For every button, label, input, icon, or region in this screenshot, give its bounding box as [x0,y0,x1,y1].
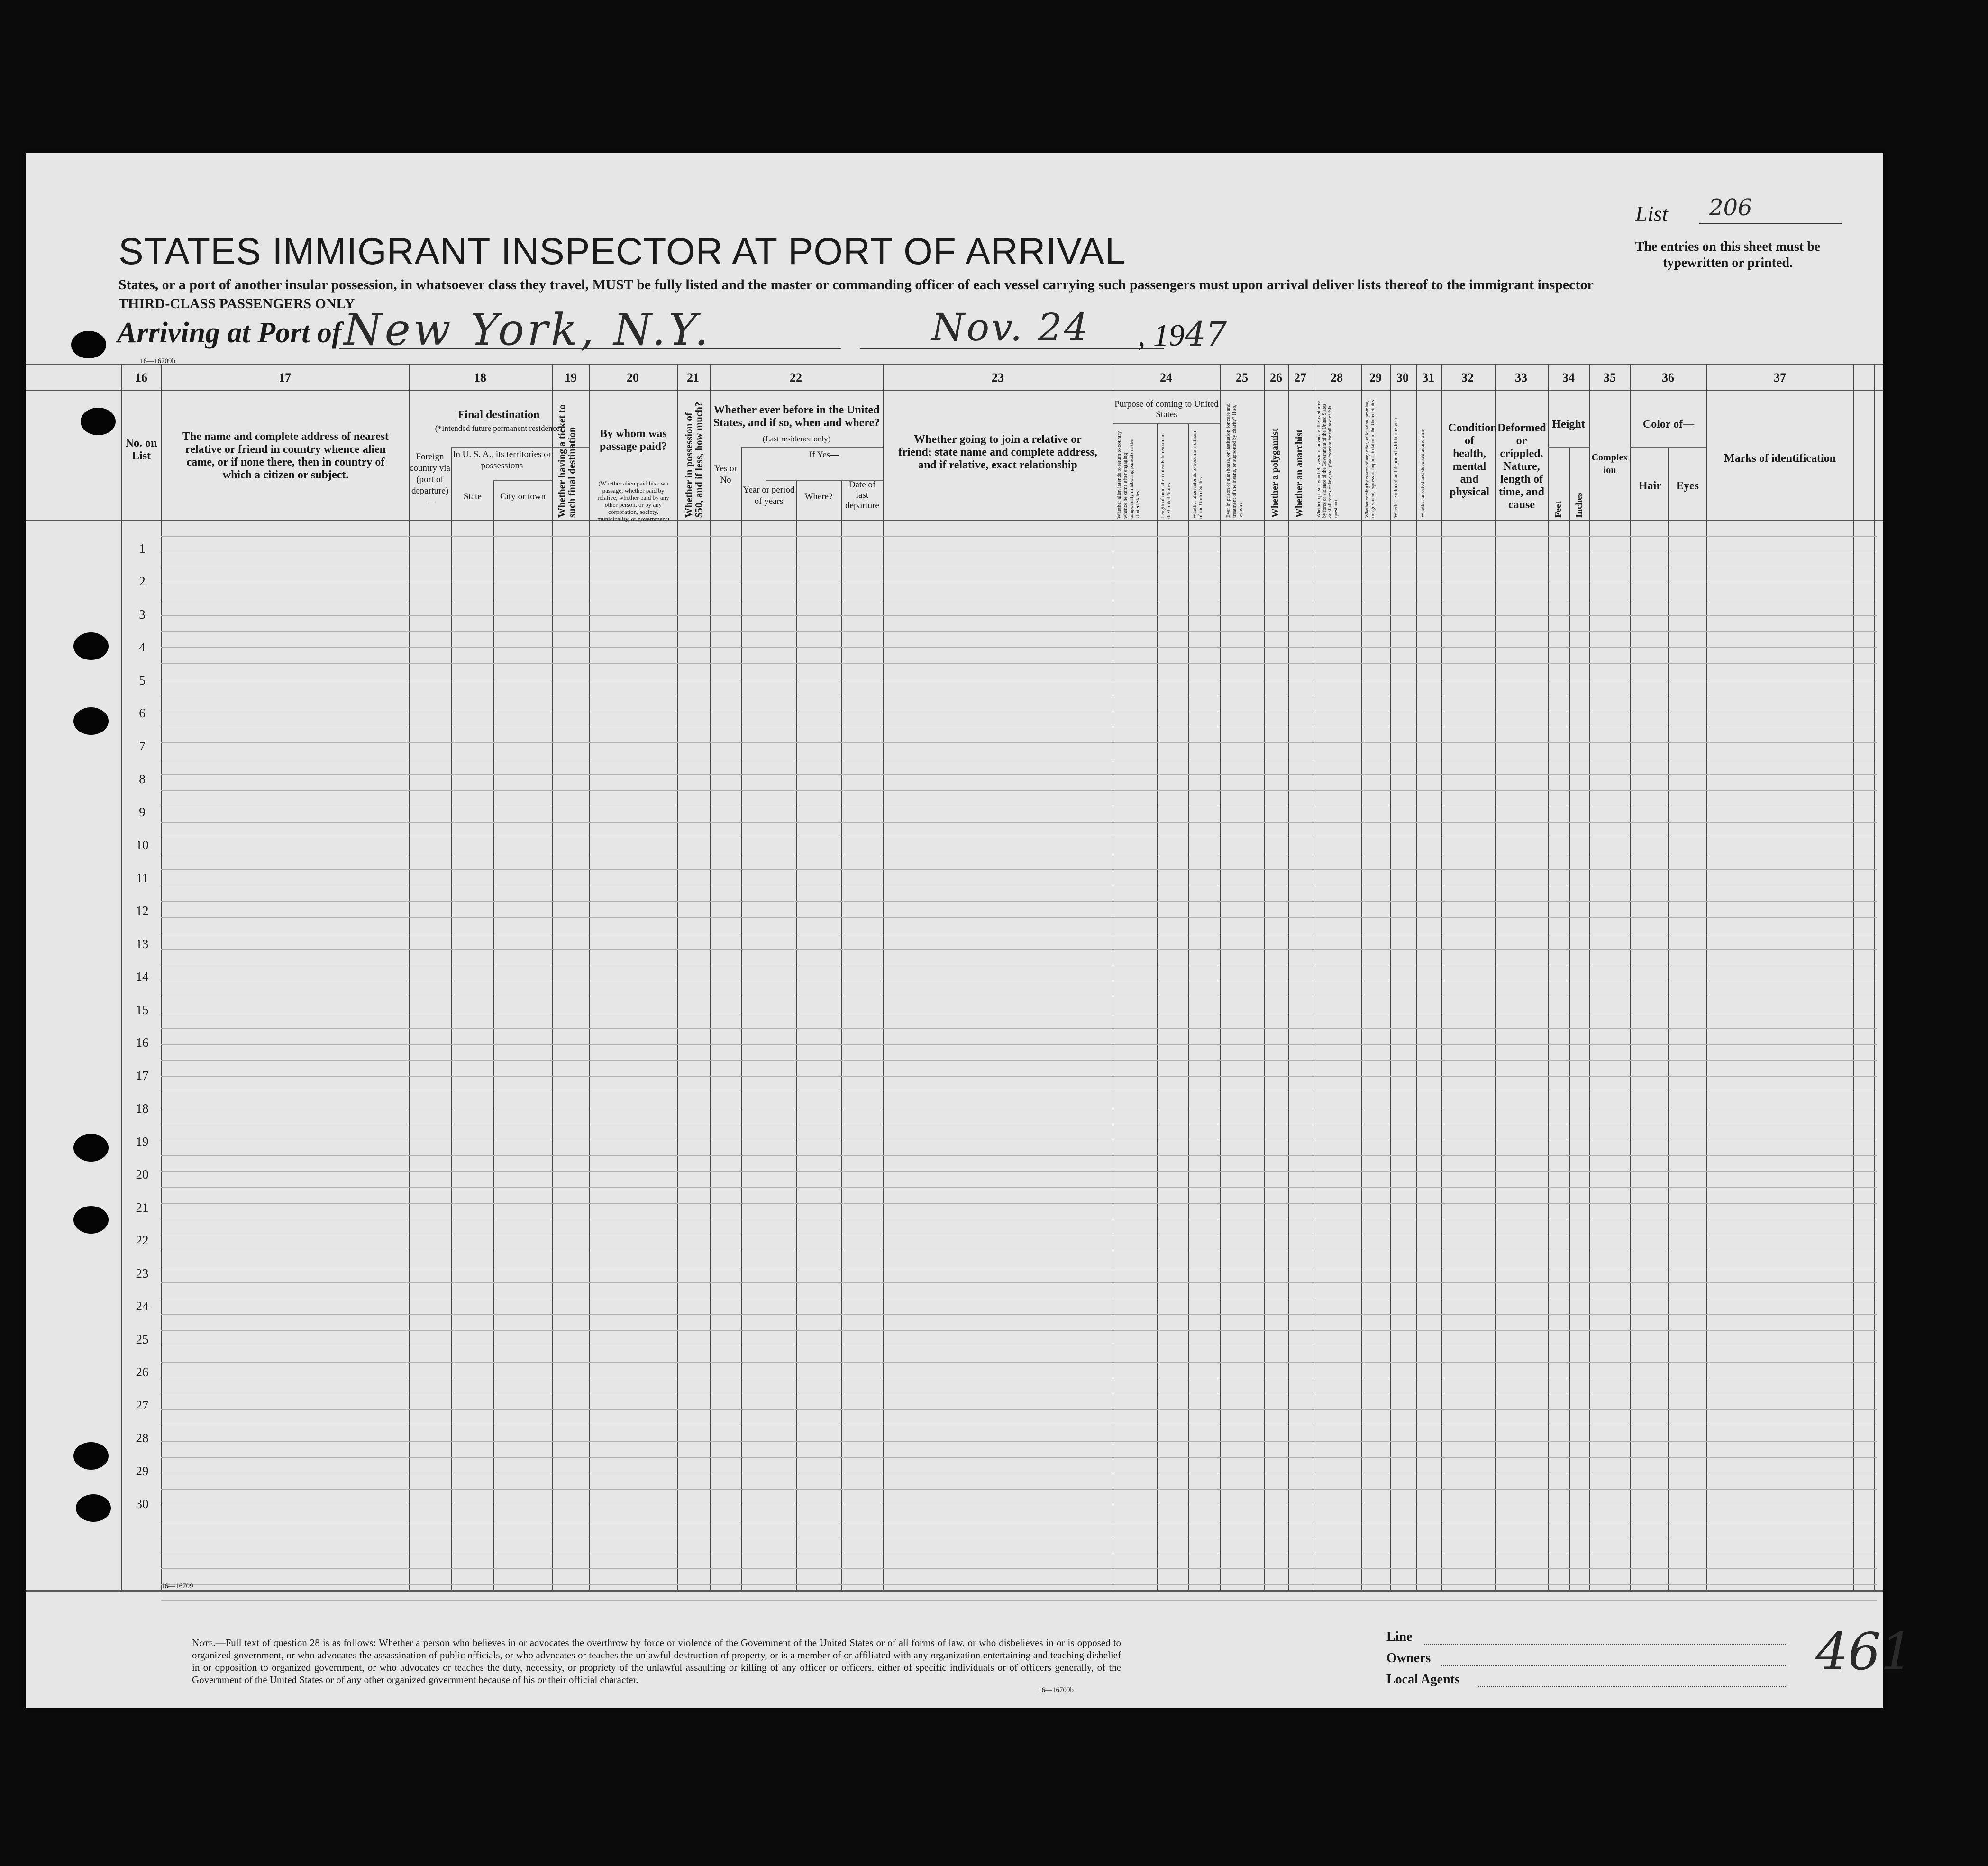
col-header-30: Whether excluded and deported within one year [1393,417,1399,518]
ruled-line [161,1314,1877,1315]
col-header-25: Ever in prison or almshouse, or institution for care and treatment of the insane, or supported by charity? If so, which? [1225,403,1243,518]
ruled-line [161,1282,1877,1283]
col-header-18-state: State [464,492,482,502]
col-divider [1495,364,1496,1590]
ruled-line [161,901,1877,902]
year-handwritten: 47 [1185,315,1227,354]
col-header-24: Purpose of coming to United States [1114,399,1219,420]
col-divider [1441,364,1442,1590]
col-number-33: 33 [1515,371,1527,384]
col-header-18-foreign: Foreign country via (port of departure)— [409,452,450,507]
col-number-21: 21 [687,371,699,384]
col-divider [677,364,678,1590]
col-header-29: Whether coming by reason of any offer, solicitation, promise, or agreement, express or implied, to labor in the United States [1365,400,1376,518]
col-header-22-year: Year or period of years [743,485,795,506]
list-underline [1699,223,1842,224]
row-number: 19 [136,1134,149,1149]
col-divider [1630,364,1631,1590]
col-divider [1548,364,1549,1590]
ruled-line [161,1362,1877,1363]
punch-hole [73,1134,109,1162]
ruled-line [161,790,1877,791]
col-divider [1390,364,1391,1590]
col-header-35: Complexion [1591,452,1628,476]
col-header-21: Whether in possession of $50, and if less, how much? [683,402,704,518]
ruled-line [161,1060,1877,1061]
row-number: 5 [139,673,146,687]
ruled-line [161,615,1877,616]
col-divider [1589,364,1590,1590]
col-number-31: 31 [1422,371,1434,384]
col-number-36: 36 [1662,371,1674,384]
punch-hole [73,1442,109,1470]
row-number: 29 [136,1464,149,1478]
col-number-32: 32 [1461,371,1474,384]
subheader-line [741,447,883,448]
col-header-34: Height [1552,418,1585,430]
form-number-top: 16—16709b [140,357,175,365]
row-number: 1 [139,541,146,556]
ruled-line [161,1044,1877,1045]
col-header-18-city: City or town [500,492,546,502]
col-header-26: Whether a polygamist [1270,428,1280,518]
col-header-18: Final destination [457,409,540,421]
subheader-line [1548,447,1589,448]
subtitle: States, or a port of another insular possession, in whatsoever class they travel, MUST be fully listed and the master or commanding officer of each vessel carrying such passengers must upon arrival deliver lists thereof to the immigrant inspector [119,277,1594,293]
row-number: 2 [139,574,146,589]
year-field [1138,315,1227,354]
col-header-24-citizen: Whether alien intends to become a citizen of the United States [1192,431,1204,519]
col-divider [1416,364,1417,1590]
footnote-prefix: Note. [192,1637,216,1648]
col-header-20-note: (Whether alien paid his own passage, whether paid by relative, whether paid by any other person, or by any corporation, society, municipality, or government) [597,480,669,522]
col-header-22-yesno: Yes or No [714,464,738,485]
ruled-line [161,647,1877,648]
punch-hole [71,331,106,358]
col-divider [1157,423,1158,1590]
col-number-26: 26 [1270,371,1282,384]
col-header-36-eyes: Eyes [1676,480,1699,492]
col-divider [1220,364,1221,1590]
list-label: List [1635,201,1669,226]
col-number-34: 34 [1562,371,1575,384]
col-divider [883,364,884,1590]
ruled-line [161,774,1877,775]
col-number-22: 22 [790,371,802,384]
ruled-line [161,822,1877,823]
col-number-27: 27 [1294,371,1306,384]
col-divider [451,447,452,1590]
col-number-30: 30 [1396,371,1409,384]
ruled-line [161,917,1877,918]
line-underline [1423,1644,1787,1645]
col-header-17: The name and complete address of nearest relative or friend in country whence alien came, or if none there, then in country of which a citizen or subject. [182,430,389,481]
pencil-mark: 461 [1815,1622,1914,1682]
list-number: 206 [1709,194,1752,221]
col-divider [710,364,711,1590]
col-number-23: 23 [992,371,1004,384]
ruled-line [161,742,1877,743]
punch-hole [76,1494,111,1522]
col-header-36: Color of— [1642,418,1695,430]
row-number: 27 [136,1398,149,1412]
col-header-22: Whether ever before in the United States, and if so, when and where? [713,404,880,429]
ruled-line [161,1187,1877,1188]
punch-hole [73,1206,109,1234]
local-agents-underline [1477,1686,1787,1687]
punch-hole [73,707,109,735]
row-number: 22 [136,1233,149,1248]
col-header-36-hair: Hair [1639,480,1661,492]
col-number-29: 29 [1369,371,1382,384]
col-divider [552,364,553,1590]
ruled-line [161,1203,1877,1204]
subheader-line [1113,423,1220,424]
row-number: 20 [136,1167,149,1182]
page-title: STATES IMMIGRANT INSPECTOR AT PORT OF ARRIVAL [119,230,1126,272]
footnote-text: —Full text of question 28 is as follows: Whether a person who believes in or advocates the overthrow by force or violence of the Government of the United States or of all forms of law, or who disbelieves in or is opposed to organized government, or who advocates the assassination of public officials, or who advocates or teaches the unlawful destruction of property, or is a member of or affiliated with any organization entertaining and teaching disbelief in or opposition to organized government, or who advocates or teaches the duty, necessity, or propriety of the unlawful assaulting or killing of any officer or officers, either of specific individuals or of officers generally, of the Government of the United States or of any other organized government because of his or their official character. [192,1637,1121,1685]
col-header-20: By whom was passage paid? [599,428,667,453]
date-underline [860,348,1164,349]
ruled-line [161,1076,1877,1077]
form-number-bottom: 16—16709 [161,1582,193,1590]
col-header-22-where: Where? [804,492,833,502]
row-number: 30 [136,1497,149,1511]
ruled-line [161,1155,1877,1156]
col-divider [1264,364,1265,1590]
ruled-line [161,663,1877,664]
ruled-line [161,949,1877,950]
col-divider [121,364,122,1590]
port-underline [339,348,841,349]
col-number-16: 16 [135,371,147,384]
col-divider [741,447,742,1590]
date-handwritten: Nov. 24 [931,305,1090,349]
manifest-sheet [26,153,1914,1708]
arriving-label: Arriving at Port of [117,317,342,349]
ruled-line [161,1584,1877,1585]
ruled-line [161,1489,1877,1490]
ruled-line [161,1441,1877,1442]
col-header-22-departure: Date of last departure [845,480,879,511]
typewritten-note: The entries on this sheet must be typewritten or printed. [1635,239,1821,270]
row-number: 16 [136,1035,149,1050]
col-divider [1853,364,1854,1590]
row-number: 17 [136,1068,149,1083]
row-number: 24 [136,1299,149,1314]
col-divider [1569,447,1570,1590]
ruled-line [161,1171,1877,1172]
row-number: 10 [136,838,149,852]
header-bottom-border [26,520,1883,521]
port-handwritten: New York, N.Y. [344,304,711,355]
col-divider [493,480,494,1590]
row-number: 4 [139,640,146,655]
col-divider [589,364,590,1590]
row-number: 13 [136,936,149,951]
col-header-22-note: (Last residence only) [762,434,831,443]
table-bottom-border [26,1590,1883,1592]
col-header-28: Whether a person who believes in or advocates the overthrow by force or violence of the Government of the United States or of all forms of law, etc. (See footnote for full text of this question) [1316,401,1339,518]
year-prefix: , 19 [1138,318,1185,353]
col-divider [1668,447,1669,1590]
col-number-37: 37 [1774,371,1786,384]
col-number-20: 20 [627,371,639,384]
row-number: 26 [136,1365,149,1380]
row-number: 3 [139,607,146,622]
punch-hole [81,408,116,435]
footnote-form-number: 16—16709b [1038,1686,1074,1694]
ruled-line [161,631,1877,632]
owners-label: Owners [1386,1651,1431,1665]
ruled-line [161,536,1877,537]
ruled-line [161,1457,1877,1458]
col-divider [1288,364,1289,1590]
col-header-37: Marks of identification [1724,452,1836,465]
col-divider [796,480,797,1590]
col-number-28: 28 [1331,371,1343,384]
ruled-line [161,869,1877,870]
ruled-line [161,1409,1877,1410]
col-header-34-inches: Inches [1574,493,1584,518]
col-header-22-ifyes: If Yes— [809,450,839,460]
col-header-18-note: (*Intended future permanent residence) [435,424,563,433]
local-agents-label: Local Agents [1386,1672,1460,1687]
col-number-35: 35 [1604,371,1616,384]
table-top-border [26,364,1883,365]
punch-hole [73,632,109,660]
col-header-19: Whether having a ticket to such final destination [556,404,577,518]
col-number-18: 18 [474,371,486,384]
row-number: 9 [139,805,146,819]
col-header-27: Whether an anarchist [1294,430,1304,518]
owners-underline [1441,1665,1787,1666]
col-divider [1874,364,1875,1590]
ruled-line [161,1028,1877,1029]
row-number: 7 [139,739,146,753]
col-header-24-return: Whether alien intends to return to country whence he came after engaging temporarily in laboring pursuits in the United States [1116,431,1140,519]
col-number-25: 25 [1236,371,1248,384]
col-divider [1188,423,1189,1590]
row-number: 28 [136,1431,149,1445]
row-number: 18 [136,1101,149,1116]
ruled-line [161,1568,1877,1569]
subheader-line [493,480,552,481]
col-header-24-length: Length of time alien intends to remain in the United States [1160,433,1172,519]
col-header-34-feet: Feet [1553,501,1563,518]
col-number-17: 17 [279,371,291,384]
row-number: 12 [136,904,149,918]
colnum-border [26,390,1883,391]
col-divider [1361,364,1362,1590]
col-divider [1706,364,1707,1590]
ruled-line [161,1600,1877,1601]
row-number: 14 [136,970,149,984]
ruled-line [161,1330,1877,1331]
line-label: Line [1386,1629,1413,1644]
col-header-23: Whether going to join a relative or friend; state name and complete address, and if relative, exact relationship [898,433,1097,471]
col-number-19: 19 [565,371,577,384]
row-number: 11 [136,870,148,885]
col-header-16: No. on List [125,437,157,462]
row-number: 25 [136,1332,149,1346]
row-number: 8 [139,772,146,787]
col-divider [409,364,410,1590]
col-header-18-usa: In U. S. A., its territories or possessions [453,449,551,471]
footnote [192,1637,1121,1686]
col-divider [841,480,842,1590]
subheader-line [1630,447,1706,448]
col-header-33: Deformed or crippled. Nature, length of time, and cause [1497,422,1546,511]
col-divider [161,364,162,1590]
row-number: 23 [136,1266,149,1281]
row-number: 6 [139,706,146,721]
row-number: 21 [136,1200,149,1215]
col-number-24: 24 [1160,371,1172,384]
col-header-31: Whether arrested and deported at any time [1420,429,1425,518]
col-header-32: Condition of health, mental and physical [1448,422,1497,498]
row-number: 15 [136,1002,149,1017]
class-note: THIRD-CLASS PASSENGERS ONLY [119,296,355,311]
